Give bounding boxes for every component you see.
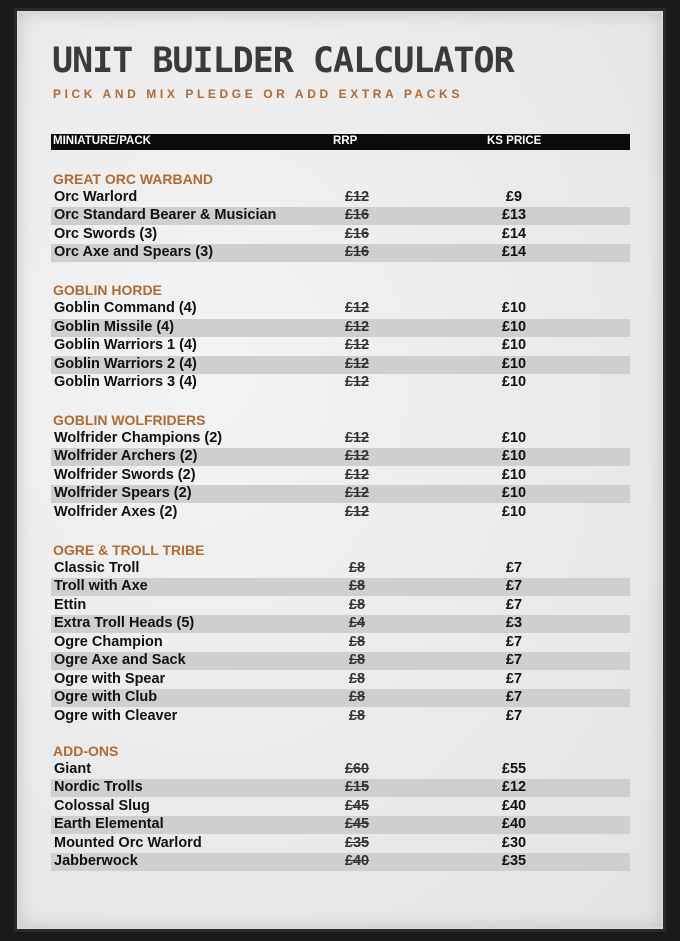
item-ks-price: £7 <box>505 708 523 724</box>
table-row <box>51 319 630 337</box>
item-rrp: £8 <box>348 708 366 724</box>
table-row <box>51 761 630 779</box>
item-name: Ogre with Club <box>54 689 158 705</box>
item-name: Wolfrider Champions (2) <box>54 430 223 446</box>
item-name: Goblin Command (4) <box>54 300 197 316</box>
item-rrp: £16 <box>344 244 370 260</box>
item-name: Ettin <box>54 597 87 613</box>
column-header-ks-price: KS PRICE <box>487 135 542 147</box>
item-ks-price: £40 <box>501 816 527 832</box>
item-ks-price: £55 <box>501 761 527 777</box>
item-ks-price: £10 <box>501 448 527 464</box>
table-row <box>51 652 630 670</box>
table-row <box>51 671 630 689</box>
item-ks-price: £30 <box>501 835 527 851</box>
item-name: Wolfrider Spears (2) <box>54 485 192 501</box>
item-rrp: £12 <box>344 337 370 353</box>
table-row <box>51 356 630 374</box>
page-title: UNIT BUILDER CALCULATOR <box>52 41 514 81</box>
table-row <box>51 853 630 871</box>
item-ks-price: £40 <box>501 798 527 814</box>
table-row <box>51 244 630 262</box>
section-title: GOBLIN WOLFRIDERS <box>53 412 206 428</box>
item-rrp: £12 <box>344 485 370 501</box>
item-ks-price: £10 <box>501 467 527 483</box>
table-row <box>51 597 630 615</box>
item-name: Ogre with Cleaver <box>54 708 178 724</box>
item-ks-price: £7 <box>505 671 523 687</box>
item-name: Giant <box>54 761 92 777</box>
item-ks-price: £9 <box>505 189 523 205</box>
item-name: Wolfrider Archers (2) <box>54 448 198 464</box>
item-ks-price: £7 <box>505 578 523 594</box>
item-rrp: £12 <box>344 467 370 483</box>
section-title: ADD-ONS <box>53 743 119 759</box>
item-ks-price: £7 <box>505 560 523 576</box>
table-row <box>51 207 630 225</box>
item-ks-price: £10 <box>501 356 527 372</box>
table-row <box>51 689 630 707</box>
section-title: GREAT ORC WARBAND <box>53 171 213 187</box>
item-ks-price: £7 <box>505 597 523 613</box>
item-name: Nordic Trolls <box>54 779 143 795</box>
item-ks-price: £7 <box>505 689 523 705</box>
item-name: Classic Troll <box>54 560 140 576</box>
item-name: Earth Elemental <box>54 816 164 832</box>
item-rrp: £40 <box>344 853 370 869</box>
item-rrp: £8 <box>348 597 366 613</box>
table-row <box>51 337 630 355</box>
item-rrp: £12 <box>344 504 370 520</box>
item-rrp: £12 <box>344 319 370 335</box>
item-name: Goblin Warriors 1 (4) <box>54 337 197 353</box>
item-ks-price: £7 <box>505 634 523 650</box>
item-rrp: £16 <box>344 226 370 242</box>
item-rrp: £60 <box>344 761 370 777</box>
item-rrp: £45 <box>344 798 370 814</box>
column-header-rrp: RRP <box>333 135 358 147</box>
item-rrp: £12 <box>344 430 370 446</box>
item-name: Wolfrider Swords (2) <box>54 467 196 483</box>
section-title: OGRE & TROLL TRIBE <box>53 542 205 558</box>
item-name: Ogre Champion <box>54 634 163 650</box>
item-ks-price: £13 <box>501 207 527 223</box>
item-rrp: £4 <box>348 615 366 631</box>
item-ks-price: £10 <box>501 300 527 316</box>
item-name: Orc Warlord <box>54 189 138 205</box>
item-name: Jabberwock <box>54 853 138 869</box>
item-name: Wolfrider Axes (2) <box>54 504 178 520</box>
item-ks-price: £10 <box>501 504 527 520</box>
item-name: Troll with Axe <box>54 578 148 594</box>
item-ks-price: £10 <box>501 337 527 353</box>
table-row <box>51 485 630 503</box>
item-rrp: £12 <box>344 374 370 390</box>
item-rrp: £8 <box>348 634 366 650</box>
item-ks-price: £14 <box>501 226 527 242</box>
item-name: Goblin Warriors 3 (4) <box>54 374 197 390</box>
table-row <box>51 467 630 485</box>
item-ks-price: £10 <box>501 374 527 390</box>
table-row <box>51 448 630 466</box>
item-rrp: £12 <box>344 300 370 316</box>
table-row <box>51 779 630 797</box>
item-name: Colossal Slug <box>54 798 150 814</box>
item-name: Orc Swords (3) <box>54 226 158 242</box>
table-row <box>51 300 630 318</box>
table-row <box>51 816 630 834</box>
item-rrp: £8 <box>348 689 366 705</box>
item-rrp: £15 <box>344 779 370 795</box>
item-name: Goblin Warriors 2 (4) <box>54 356 197 372</box>
item-ks-price: £14 <box>501 244 527 260</box>
item-rrp: £12 <box>344 356 370 372</box>
item-ks-price: £10 <box>501 430 527 446</box>
item-ks-price: £12 <box>501 779 527 795</box>
item-rrp: £8 <box>348 578 366 594</box>
item-name: Goblin Missile (4) <box>54 319 175 335</box>
item-rrp: £35 <box>344 835 370 851</box>
column-header-name: MINIATURE/PACK <box>53 135 151 147</box>
table-row <box>51 374 630 392</box>
table-row <box>51 708 630 726</box>
table-row <box>51 226 630 244</box>
item-ks-price: £3 <box>505 615 523 631</box>
item-name: Ogre Axe and Sack <box>54 652 186 668</box>
item-name: Orc Standard Bearer & Musician <box>54 207 277 223</box>
item-rrp: £8 <box>348 652 366 668</box>
item-ks-price: £10 <box>501 319 527 335</box>
item-rrp: £12 <box>344 189 370 205</box>
table-row <box>51 430 630 448</box>
table-row <box>51 578 630 596</box>
item-name: Ogre with Spear <box>54 671 166 687</box>
item-rrp: £8 <box>348 560 366 576</box>
table-row <box>51 560 630 578</box>
item-ks-price: £35 <box>501 853 527 869</box>
table-row <box>51 835 630 853</box>
table-header <box>51 134 630 150</box>
item-name: Extra Troll Heads (5) <box>54 615 195 631</box>
item-name: Mounted Orc Warlord <box>54 835 202 851</box>
item-ks-price: £10 <box>501 485 527 501</box>
table-row <box>51 189 630 207</box>
item-rrp: £12 <box>344 448 370 464</box>
table-row <box>51 615 630 633</box>
item-name: Orc Axe and Spears (3) <box>54 244 214 260</box>
section-title: GOBLIN HORDE <box>53 282 162 298</box>
table-row <box>51 504 630 522</box>
table-row <box>51 798 630 816</box>
table-row <box>51 634 630 652</box>
item-rrp: £16 <box>344 207 370 223</box>
item-rrp: £45 <box>344 816 370 832</box>
item-ks-price: £7 <box>505 652 523 668</box>
item-rrp: £8 <box>348 671 366 687</box>
page-subtitle: PICK AND MIX PLEDGE OR ADD EXTRA PACKS <box>53 87 463 101</box>
